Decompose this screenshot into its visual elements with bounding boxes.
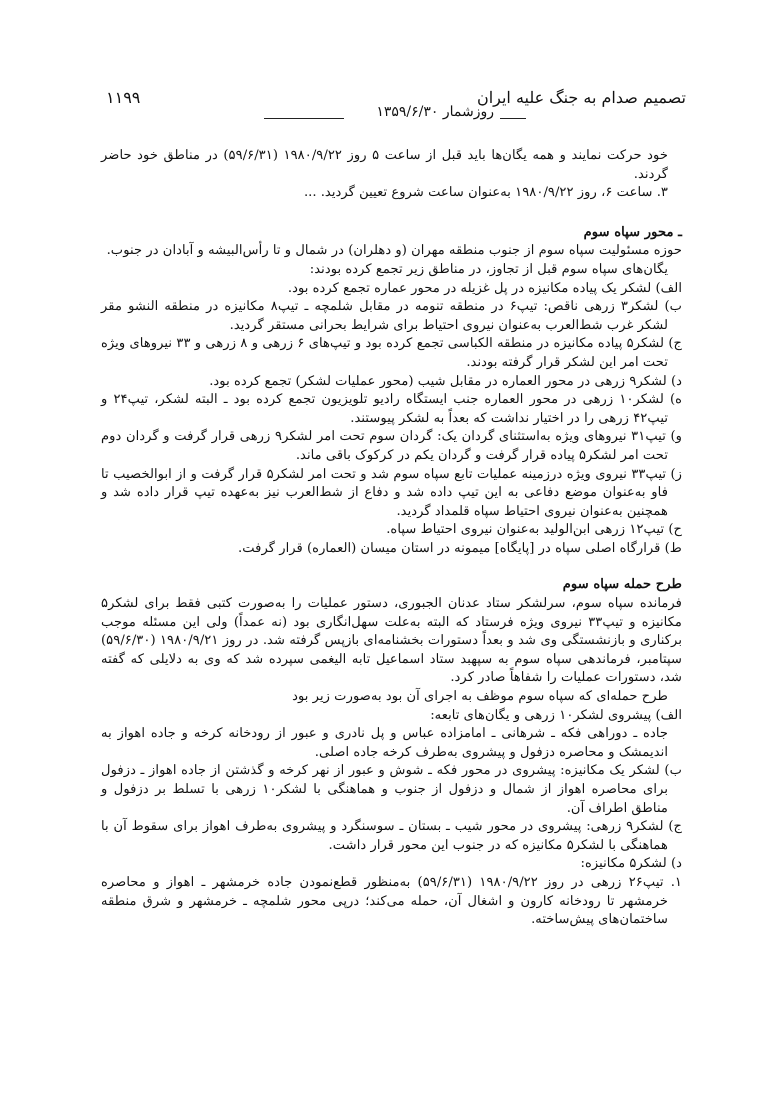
list-item: ز) تیپ۳۳ نیروی ویژه درزمینه عملیات تابع سپاه سوم شد و تحت امر لشکر۵ قرار گرفت و از ابوالخصیب تا فاو به‌عنوان موضع دفاعی به این تیپ داده شد و دفاع از شط‌العرب نیز به‌عهده تیپ قرار داده شد و همچنین به‌عنوان نیروی احتیاط سپاه قلمداد گردید. (101, 466, 683, 519)
journal-date-line (264, 104, 526, 122)
list-item: ط) قرارگاه اصلی سپاه در [پایگاه] میمونه در استان میسان (العماره) قرار گرفت. (238, 540, 682, 556)
list-item: ه) لشکر۱۰ زرهی در محور العماره جنب ایستگاه رادیو تلویزیون تجمع کرده بود ـ البته لشکر، تیپ۲۴ و تیپ۴۲ زرهی را در اختیار نداشت که بعداً به لشکر پیوستند. (101, 392, 682, 426)
section-heading-attack-plan: طرح حمله سپاه سوم (562, 577, 682, 593)
section-heading-third-corps-axis: ـ محور سپاه سوم (583, 224, 682, 240)
paragraph: فرمانده سپاه سوم، سرلشکر ستاد عدنان الجبوری، دستور عملیات را به‌صورت کتبی فقط برای لشکر۵ مکانیزه و تیپ۳۳ نیروی ویژه فرستاد که البته به‌علت سهل‌انگاری بود (نه عمداً) ولی این مسئله موجب برکناری و بازنشستگی وی شد و بعداً دستورات بخشنامه‌ای بازپس گرفته شد. در روز ۱۹۸۰/۹/۲۱ (۵۹/۶/۳۰) سپتامبر، فرماندهی سپاه سوم به سپهبد ستاد اسماعیل تابه الیغمی سپرده شد که وی به دلایلی که گفته شد، دستورات عملیات را شفاهاً صادر کرد. (101, 596, 682, 686)
header-rule-right (500, 118, 526, 119)
list-item: د) لشکر۹ زرهی در محور العماره در مقابل شیب (محور عملیات لشکر) تجمع کرده بود. (209, 373, 682, 389)
journal-date: روزشمار ۱۳۵۹/۶/۳۰ (376, 104, 494, 120)
list-item: الف) پیشروی لشکر۱۰ زرهی و یگان‌های تابعه: (430, 707, 682, 723)
paragraph: حوزه مسئولیت سپاه سوم از جنوب منطقه مهران (و دهلران) در شمال و تا رأس‌البیشه و آبادان در جنوب. (106, 243, 682, 259)
paragraph: جاده ـ دوراهی فکه ـ شرهانی ـ امامزاده عباس و پل نادری و عبور از رودخانه کرخه و جاده اهواز به اندیمشک و محاصره دزفول و پیشروی به‌طرف کرخه جاده اصلی. (101, 726, 668, 760)
list-item: ح) تیپ۱۲ زرهی ابن‌الولید به‌عنوان نیروی احتیاط سپاه. (386, 522, 682, 538)
page-body (101, 147, 682, 930)
list-item: الف) لشکر یک پیاده مکانیزه در پل غزیله در محور عماره تجمع کرده بود. (287, 280, 682, 296)
running-header (106, 86, 686, 126)
header-rule-left (264, 118, 344, 119)
paragraph: طرح حمله‌ای که سپاه سوم موظف به اجرای آن بود به‌صورت زیر بود (292, 689, 668, 705)
list-item: ب) لشکر۳ زرهی ناقص: تیپ۶ در منطقه تنومه در مقابل شلمچه ـ تیپ۸ مکانیزه در منطقه النشو مقر لشکر غرب شط‌العرب به‌عنوان نیروی احتیاط برای شرایط بحرانی مستقر گردید. (101, 299, 683, 333)
list-item: و) تیپ۳۱ نیروهای ویژه به‌استثنای گردان یک: گردان سوم تحت امر لشکر۹ زرهی قرار گرفت و گردان دوم تحت امر لشکر۵ پیاده قرار گرفت و گردان یکم در کرکوک باقی ماند. (101, 429, 682, 463)
page-number: ۱۱۹۹ (106, 88, 141, 107)
book-title: تصمیم صدام به جنگ علیه ایران (476, 88, 686, 107)
paragraph: یگان‌های سپاه سوم قبل از تجاوز، در مناطق زیر تجمع کرده بودند: (309, 261, 668, 277)
list-item: ب) لشکر یک مکانیزه: پیشروی در محور فکه ـ شوش و عبور از نهر کرخه و گذشتن از جاده اهواز ـ دزفول برای محاصره اهواز از شمال و دزفول از جنوب و هماهنگی با لشکر۱۰ زرهی با تسلط بر دزفول و مناطق اطراف آن. (101, 763, 682, 816)
intro-line-1: خود حرکت نمایند و همه یگان‌ها باید قبل از ساعت ۵ روز ۱۹۸۰/۹/۲۲ (۵۹/۶/۳۱) در مناطق خود حاضر گردند. (101, 148, 668, 182)
intro-line-2: ۳. ساعت ۶، روز ۱۹۸۰/۹/۲۲ به‌عنوان ساعت شروع تعیین گردید. ... (303, 185, 668, 201)
list-item: ج) لشکر۹ زرهی: پیشروی در محور شیب ـ بستان ـ سوسنگرد و پیشروی به‌طرف اهواز برای سقوط آن با هماهنگی با لشکر۵ مکانیزه که در جنوب این محور قرار داشت. (101, 819, 682, 853)
list-item: د) لشکر۵ مکانیزه: (580, 856, 682, 872)
list-item: ج) لشکر۵ پیاده مکانیزه در منطقه الکباسی تجمع کرده بود و تیپ‌های ۶ زرهی و ۸ زرهی و ۳۳ نیروهای ویژه تحت امر این لشکر قرار گرفته بودند. (101, 336, 682, 370)
list-item: ۱. تیپ۲۶ زرهی در روز ۱۹۸۰/۹/۲۲ (۵۹/۶/۳۱) به‌منظور قطع‌نمودن جاده خرمشهر ـ اهواز و محاصره خرمشهر تا رودخانه کارون و اشغال آن، حمله می‌کند؛ درپی محور شلمچه ـ خرمشهر و شرق منطقه ساختمان‌های پیش‌ساخته. (101, 874, 682, 928)
